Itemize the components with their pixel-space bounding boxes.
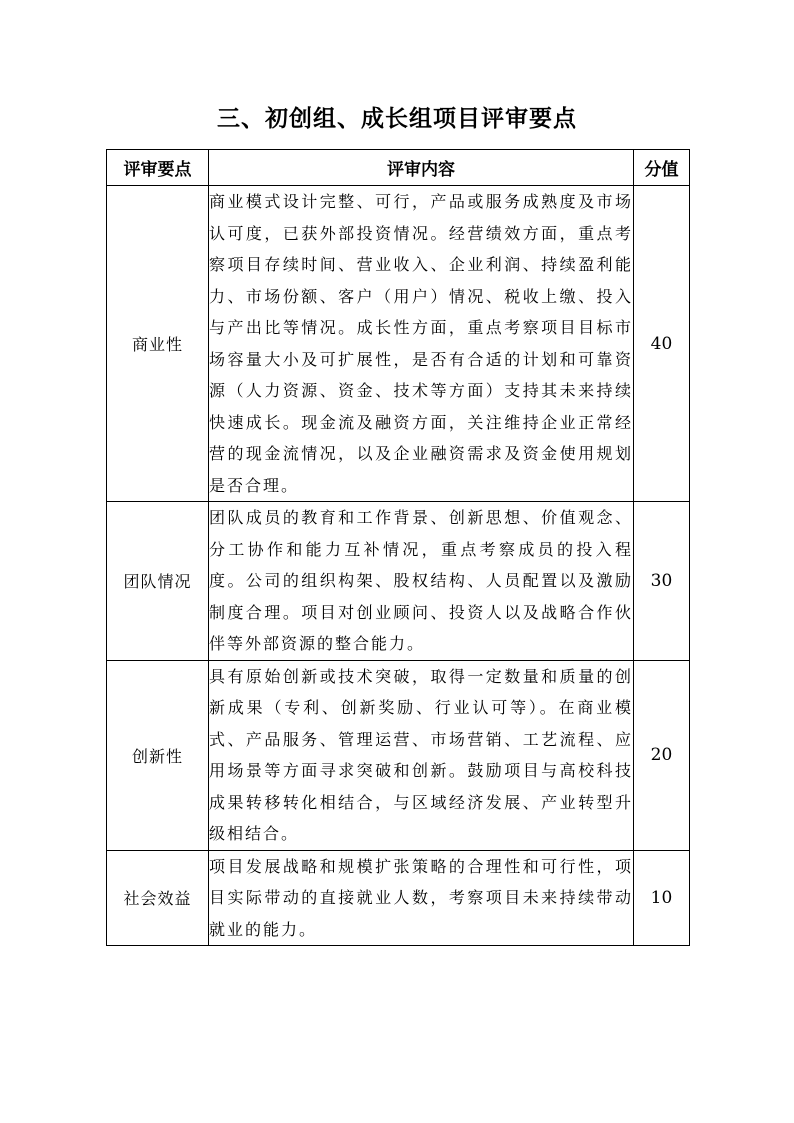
criterion-cell: 团队情况 [107, 502, 209, 661]
review-criteria-table [106, 149, 690, 946]
table-row-innovation [107, 660, 690, 850]
score-cell: 30 [634, 502, 690, 661]
score-cell: 20 [634, 660, 690, 850]
table-row-social-benefit [107, 850, 690, 946]
header-content: 评审内容 [209, 150, 634, 186]
page-title: 三、初创组、成长组项目评审要点 [217, 106, 577, 132]
content-cell: 团队成员的教育和工作背景、创新思想、价值观念、分工协作和能力互补情况，重点考察成员的投入程度。公司的组织构架、股权结构、人员配置以及激励制度合理。项目对创业顾问、投资人以及战略合作伙伴等外部资源的整合能力。 [209, 502, 634, 661]
content-cell: 项目发展战略和规模扩张策略的合理性和可行性，项目实际带动的直接就业人数，考察项目未来持续带动就业的能力。 [209, 850, 634, 946]
score-cell: 10 [634, 850, 690, 946]
criterion-cell: 创新性 [107, 660, 209, 850]
content-cell: 商业模式设计完整、可行，产品或服务成熟度及市场认可度，已获外部投资情况。经营绩效方面，重点考察项目存续时间、营业收入、企业利润、持续盈利能力、市场份额、客户（用户）情况、税收上缴、投入与产出比等情况。成长性方面，重点考察项目目标市场容量大小及可扩展性，是否有合适的计划和可靠资源（人力资源、资金、技术等方面）支持其未来持续快速成长。现金流及融资方面，关注维持企业正常经营的现金流情况，以及企业融资需求及资金使用规划是否合理。 [209, 186, 634, 502]
table-body [107, 186, 690, 946]
table-row-commercial [107, 186, 690, 502]
criterion-cell: 商业性 [107, 186, 209, 502]
score-cell: 40 [634, 186, 690, 502]
table-header [107, 150, 690, 186]
content-cell: 具有原始创新或技术突破，取得一定数量和质量的创新成果（专利、创新奖励、行业认可等）。在商业模式、产品服务、管理运营、市场营销、工艺流程、应用场景等方面寻求突破和创新。鼓励项目与高校科技成果转移转化相结合，与区域经济发展、产业转型升级相结合。 [209, 660, 634, 850]
table-row-team [107, 502, 690, 661]
criterion-cell: 社会效益 [107, 850, 209, 946]
header-score: 分值 [634, 150, 690, 186]
header-row [107, 150, 690, 186]
header-criterion: 评审要点 [107, 150, 209, 186]
